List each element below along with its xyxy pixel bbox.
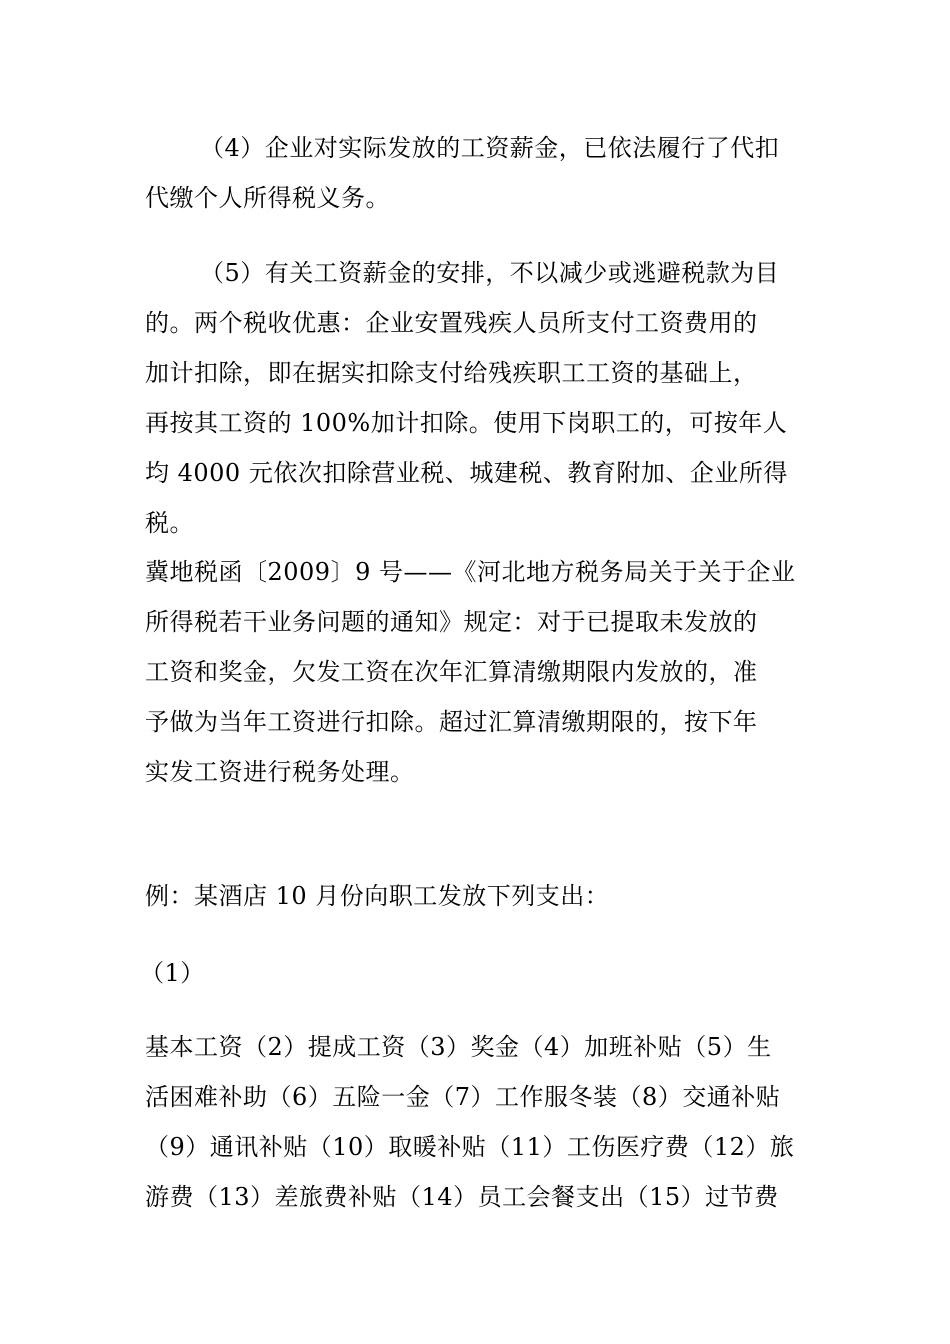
example-list-line-3: （9）通讯补贴（10）取暖补贴（11）工伤医疗费（12）旅 [145, 1133, 795, 1161]
paragraph-5-line-6: 税。 [145, 509, 194, 537]
regulation-line-2: 所得税若干业务问题的通知》规定：对于已提取未发放的 [145, 608, 758, 636]
paragraph-5-line-1: （5）有关工资薪金的安排，不以减少或逃避税款为目 [200, 259, 780, 287]
example-list-line-2: 活困难补助（6）五险一金（7）工作服冬装（8）交通补贴 [145, 1083, 781, 1111]
example-intro: 例：某酒店 10 月份向职工发放下列支出： [145, 882, 610, 910]
paragraph-5-line-5: 均 4000 元依次扣除营业税、城建税、教育附加、企业所得 [145, 459, 788, 487]
regulation-line-4: 予做为当年工资进行扣除。超过汇算清缴期限的，按下年 [145, 708, 758, 736]
example-list-line-1: 基本工资（2）提成工资（3）奖金（4）加班补贴（5）生 [145, 1033, 772, 1061]
regulation-line-1: 冀地税函〔2009〕9 号——《河北地方税务局关于关于企业 [145, 558, 796, 586]
paragraph-5-line-2: 的。两个税收优惠：企业安置残疾人员所支付工资费用的 [145, 309, 758, 337]
example-list-line-4: 游费（13）差旅费补贴（14）员工会餐支出（15）过节费 [145, 1183, 779, 1211]
example-item-1: （1） [140, 959, 205, 987]
paragraph-5-line-3: 加计扣除，即在据实扣除支付给残疾职工工资的基础上， [145, 359, 758, 387]
paragraph-4-line-2: 代缴个人所得税义务。 [145, 184, 390, 212]
regulation-line-5: 实发工资进行税务处理。 [145, 758, 415, 786]
regulation-line-3: 工资和奖金，欠发工资在次年汇算清缴期限内发放的，准 [145, 658, 758, 686]
paragraph-4-line-1: （4）企业对实际发放的工资薪金，已依法履行了代扣 [200, 134, 780, 162]
paragraph-5-line-4: 再按其工资的 100%加计扣除。使用下岗职工的，可按年人 [145, 409, 788, 437]
